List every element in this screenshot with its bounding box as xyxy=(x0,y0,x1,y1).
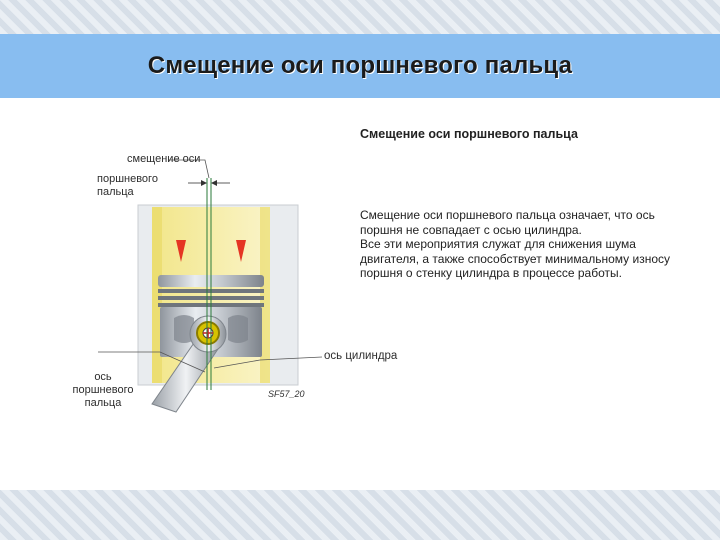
offset-label-line-2: поршневого xyxy=(97,173,158,185)
side-paragraph-1: Смещение оси поршневого пальца означает, что ось поршня не совпадает с осью цилиндра. xyxy=(360,208,655,237)
side-description xyxy=(360,208,690,281)
cylinder-axis-label: ось цилиндра xyxy=(324,350,398,362)
offset-label-line-3: пальца xyxy=(97,186,134,198)
pin-axis-label-line-3: пальца xyxy=(84,397,122,409)
offset-label xyxy=(127,153,200,166)
side-heading: Смещение оси поршневого пальца xyxy=(360,127,578,141)
pin-axis-label xyxy=(62,371,144,410)
figure-code: SF57_20 xyxy=(268,389,305,399)
offset-label-cont xyxy=(97,173,158,199)
pin-axis-label-line-2: поршневого xyxy=(72,384,134,396)
side-paragraph-2: Все эти мероприятия служат для снижения шума двигателя, а также способствует минимальному износу поршня о стенку цилиндра в процессе работы. xyxy=(360,237,671,281)
bottom-decor-band xyxy=(0,490,720,540)
slide-title: Смещение оси поршневого пальца xyxy=(147,52,573,79)
pin-axis-label-line-1: ось xyxy=(94,371,112,383)
offset-label-line-1: смещение оси xyxy=(127,153,201,165)
